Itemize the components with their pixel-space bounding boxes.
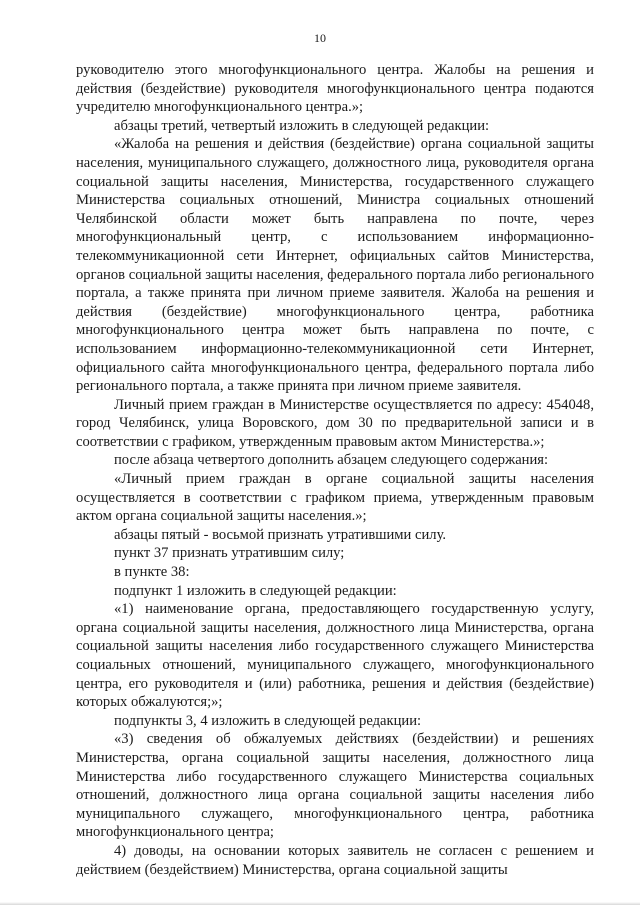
paragraph: «3) сведения об обжалуемых действиях (бездействии) и решениях Министерства, органа социальной защиты населения, должностного лица Министерства либо государственного служащего Министерства социальных отношений, должностного лица органа социальной защиты населения либо муниципального служащего, многофункционального центра, работника многофункционального центра;	[76, 731, 594, 841]
page-number: 10	[314, 31, 326, 45]
document-body	[76, 61, 594, 879]
paragraph: Личный прием граждан в Министерстве осуществляется по адресу: 454048, город Челябинск, улица Воровского, дом 30 по предварительной записи и в соответствии с графиком, утвержденным правовым актом Министерства.»;	[76, 396, 594, 450]
paragraph: 4) доводы, на основании которых заявитель не согласен с решением и действием (бездействием) Министерства, органа социальной защиты	[76, 842, 594, 878]
paragraph: «1) наименование органа, предоставляющего государственную услугу, органа социальной защиты населения, должностного лица Министерства, органа социальной защиты населения либо государственного служащего Министерства социальных отношений, муниципального служащего, многофункционального центра, его руководителя и (или) работника, решения и действия (бездействие) которых обжалуются;»;	[76, 601, 594, 711]
paragraph: после абзаца четвертого дополнить абзацем следующего содержания:	[114, 452, 549, 469]
paragraph: руководителю этого многофункционального центра. Жалобы на решения и действия (бездействие) руководителя многофункционального центра подаются учредителю многофункционального центра.»;	[76, 62, 594, 116]
paragraph: подпункты 3, 4 изложить в следующей редакции:	[114, 712, 422, 729]
paragraph: пункт 37 признать утратившим силу;	[114, 545, 345, 562]
paragraph: абзацы пятый - восьмой признать утратившими силу.	[114, 526, 447, 543]
paragraph: в пункте 38:	[114, 564, 190, 581]
paragraph: абзацы третий, четвертый изложить в следующей редакции:	[114, 117, 490, 134]
paragraph: подпункт 1 изложить в следующей редакции:	[114, 582, 397, 599]
paragraph: «Личный прием граждан в органе социальной защиты населения осуществляется в соответствии с графиком приема, утвержденным правовым актом органа социальной защиты населения.»;	[76, 471, 594, 525]
paragraph: «Жалоба на решения и действия (бездействие) органа социальной защиты населения, муниципального служащего, должностного лица, руководителя органа социальной защиты населения, Министерства, государственного служащего Министерства социальных отношений, Министра социальных отношений Челябинской области может быть направлена по почте, через многофункциональный центр, с использованием информационно-телекоммуникационной сети Интернет, официальных сайтов Министерства, органов социальной защиты населения, федерального портала либо регионального портала, а также принята при личном приеме заявителя. Жалоба на решения и действия (бездействие) многофункционального центра, работника многофункционального центра может быть направлена по почте, с использованием информационно-телекоммуникационной сети Интернет, официального сайта многофункционального центра, федерального портала либо регионального портала, а также принята при личном приеме заявителя.	[76, 136, 594, 395]
